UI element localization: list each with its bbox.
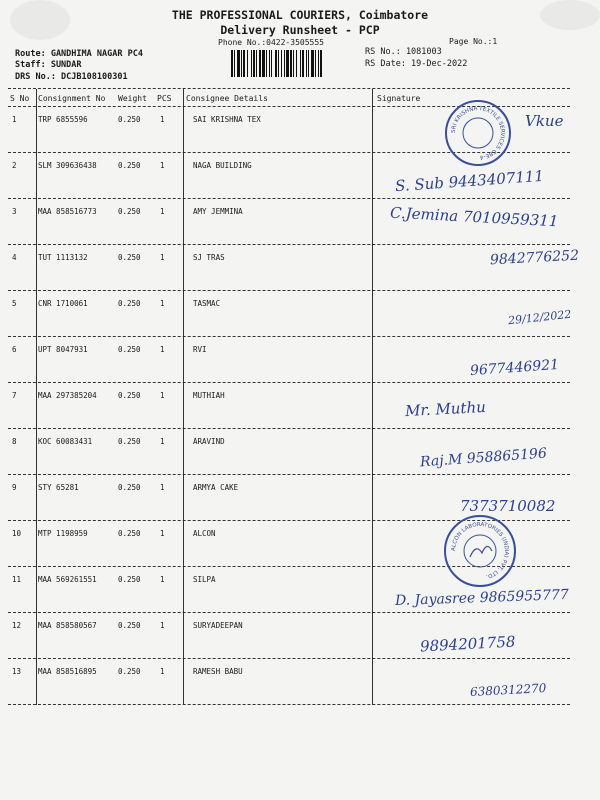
stamp-2-text: ALCON LABORATORIES (INDIA) PVT. LTD. — [450, 521, 510, 580]
row-consignment-no: UPT 8047931 — [38, 345, 88, 354]
row-sno: 9 — [12, 483, 17, 492]
row-sno: 6 — [12, 345, 17, 354]
row-sno: 8 — [12, 437, 17, 446]
row-consignee: ALCON — [193, 529, 216, 538]
barcode-bar — [320, 50, 322, 77]
barcode — [231, 50, 358, 77]
row-pcs: 1 — [160, 115, 165, 124]
barcode-bar — [234, 50, 235, 77]
row-pcs: 1 — [160, 575, 165, 584]
barcode-bar — [281, 50, 282, 77]
drs-number: DRS No.: DCJB108100301 — [15, 72, 128, 82]
row-weight: 0.250 — [118, 161, 141, 170]
col-consignment: Consignment No — [38, 94, 106, 103]
row-pcs: 1 — [160, 253, 165, 262]
row-weight: 0.250 — [118, 299, 141, 308]
barcode-bar — [306, 50, 307, 77]
row-weight: 0.250 — [118, 345, 141, 354]
row-pcs: 1 — [160, 483, 165, 492]
signature-row-9: 7373710082 — [460, 497, 556, 515]
row-divider — [8, 198, 570, 199]
row-divider — [8, 658, 570, 659]
row-consignment-no: STY 65281 — [38, 483, 79, 492]
rs-date: RS Date: 19-Dec-2022 — [365, 59, 468, 69]
row-consignment-no: MTP 1198959 — [38, 529, 88, 538]
row-consignment-no: MAA 858516773 — [38, 207, 97, 216]
barcode-bar — [296, 50, 297, 77]
stamp-1-text: SRI KRISHNA TEXTILE SERVICES CBE-4 — [450, 105, 506, 160]
row-sno: 2 — [12, 161, 17, 170]
col-consignee: Consignee Details — [186, 94, 268, 103]
signature-row-1: Vkue — [525, 112, 564, 130]
row-sno: 4 — [12, 253, 17, 262]
row-divider — [8, 428, 570, 429]
row-pcs: 1 — [160, 299, 165, 308]
barcode-bar — [253, 50, 255, 77]
barcode-bar — [308, 50, 309, 77]
barcode-bar — [284, 50, 285, 77]
col-pcs: PCS — [157, 94, 172, 103]
row-sno: 3 — [12, 207, 17, 216]
barcode-bar — [302, 50, 304, 77]
route-label: Route: GANDHIMA NAGAR PC4 — [15, 49, 143, 59]
row-divider — [8, 244, 570, 245]
row-pcs: 1 — [160, 621, 165, 630]
document-title: Delivery Runsheet - PCP — [220, 23, 380, 37]
signature-row-13: 6380312270 — [469, 681, 547, 699]
row-weight: 0.250 — [118, 621, 141, 630]
row-sno: 12 — [12, 621, 22, 630]
barcode-bar — [262, 50, 265, 77]
row-consignee: AMY JEMMINA — [193, 207, 243, 216]
page-number: Page No.:1 — [449, 37, 498, 46]
row-weight: 0.250 — [118, 667, 141, 676]
signature-row-2: S. Sub 9443407111 — [394, 166, 545, 196]
barcode-bar — [266, 50, 267, 77]
col-sno: S No — [10, 94, 30, 103]
barcode-bar — [315, 50, 316, 77]
row-pcs: 1 — [160, 161, 165, 170]
signature-row-11: D. Jayasree 9865955777 — [394, 586, 570, 610]
row-consignee: TASMAC — [193, 299, 221, 308]
barcode-bar — [256, 50, 257, 77]
barcode-bar — [259, 50, 261, 77]
row-sno: 11 — [12, 575, 22, 584]
row-weight: 0.250 — [118, 529, 141, 538]
row-divider — [8, 336, 570, 337]
row-consignee: ARMYA CAKE — [193, 483, 239, 492]
row-weight: 0.250 — [118, 253, 141, 262]
row-consignee: SILPA — [193, 575, 216, 584]
row-consignee: SURYADEEPAN — [193, 621, 243, 630]
row-consignee: NAGA BUILDING — [193, 161, 252, 170]
signature-row-12: 9894201758 — [419, 632, 516, 656]
row-divider — [8, 474, 570, 475]
row-consignment-no: MAA 858516895 — [38, 667, 97, 676]
signature-row-5: 29/12/2022 — [507, 307, 572, 328]
barcode-bar — [271, 50, 272, 77]
barcode-bar — [237, 50, 240, 77]
barcode-bar — [269, 50, 270, 77]
row-consignment-no: MAA 858580567 — [38, 621, 97, 630]
signature-row-4: 9842776252 — [489, 247, 580, 269]
row-weight: 0.250 — [118, 115, 141, 124]
row-sno: 1 — [12, 115, 17, 124]
row-consignee: SAI KRISHNA TEX — [193, 115, 261, 124]
row-sno: 7 — [12, 391, 17, 400]
company-stamp-2 — [444, 515, 516, 587]
row-consignee: RVI — [193, 345, 207, 354]
signature-row-6: 9677446921 — [469, 356, 560, 380]
signature-row-8: Raj.M 958865196 — [419, 445, 548, 471]
signature-row-3: C.Jemina 7010959311 — [389, 203, 559, 231]
row-divider — [8, 290, 570, 291]
row-consignee: SJ TRAS — [193, 253, 225, 262]
row-divider — [8, 612, 570, 613]
barcode-bar — [290, 50, 292, 77]
company-name: THE PROFESSIONAL COURIERS, Coimbatore — [171, 8, 429, 22]
row-divider — [8, 382, 570, 383]
row-consignment-no: TUT 1113132 — [38, 253, 88, 262]
row-weight: 0.250 — [118, 391, 141, 400]
signature-row-7: Mr. Muthu — [404, 397, 487, 421]
row-sno: 5 — [12, 299, 17, 308]
row-sno: 10 — [12, 529, 22, 538]
barcode-bar — [243, 50, 245, 77]
row-sno: 13 — [12, 667, 22, 676]
row-consignee: RAMESH BABU — [193, 667, 243, 676]
barcode-bar — [241, 50, 242, 77]
row-pcs: 1 — [160, 345, 165, 354]
row-consignment-no: TRP 6855596 — [38, 115, 88, 124]
row-weight: 0.250 — [118, 575, 141, 584]
barcode-bar — [275, 50, 277, 77]
row-consignment-no: KOC 60083431 — [38, 437, 93, 446]
barcode-bar — [318, 50, 319, 77]
row-weight: 0.250 — [118, 207, 141, 216]
row-consignee: MUTHIAH — [193, 391, 225, 400]
header-top-rule — [8, 88, 570, 89]
row-pcs: 1 — [160, 437, 165, 446]
row-pcs: 1 — [160, 529, 165, 538]
phone-number: Phone No.:0422-3505555 — [218, 38, 324, 47]
row-divider — [8, 704, 570, 705]
barcode-bar — [251, 50, 252, 77]
col-signature: Signature — [377, 94, 421, 103]
barcode-bar — [286, 50, 289, 77]
row-weight: 0.250 — [118, 437, 141, 446]
barcode-bar — [278, 50, 279, 77]
barcode-bar — [311, 50, 314, 77]
row-consignment-no: SLM 309636438 — [38, 161, 97, 170]
barcode-bar — [231, 50, 233, 77]
row-consignee: ARAVIND — [193, 437, 225, 446]
row-consignment-no: MAA 297385204 — [38, 391, 97, 400]
staff-label: Staff: SUNDAR — [15, 60, 82, 70]
company-stamp-1 — [445, 100, 511, 166]
col-weight: Weight — [118, 94, 147, 103]
barcode-bar — [300, 50, 301, 77]
row-pcs: 1 — [160, 667, 165, 676]
row-pcs: 1 — [160, 391, 165, 400]
row-weight: 0.250 — [118, 483, 141, 492]
barcode-bar — [293, 50, 294, 77]
barcode-bar — [247, 50, 248, 77]
row-pcs: 1 — [160, 207, 165, 216]
row-consignment-no: MAA 569261551 — [38, 575, 97, 584]
rs-number: RS No.: 1081003 — [365, 47, 442, 57]
row-consignment-no: CNR 1710061 — [38, 299, 88, 308]
